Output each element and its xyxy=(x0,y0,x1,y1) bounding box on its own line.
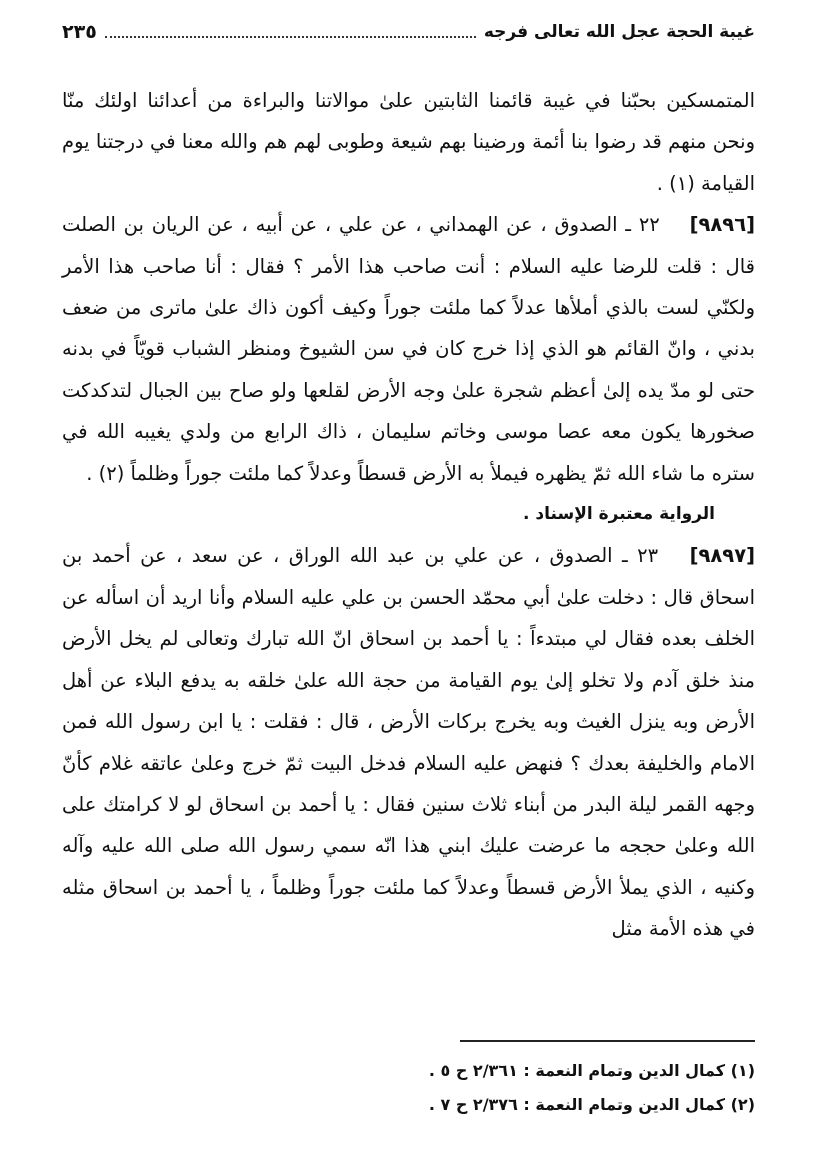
running-header xyxy=(62,14,755,50)
footnote-2: (٢) كمال الدين وتمام النعمة : ٢/٣٧٦ ح ٧ . xyxy=(428,1095,755,1114)
paragraph-text: ٢٢ ـ الصدوق ، عن الهمداني ، عن علي ، عن أبيه ، عن الريان بن الصلت قال : قلت للرضا عليه السلام : أنت صاحب هذا الأمر ؟ فقال : أنا صاحب هذا الأمر ولكنّي لست بالذي أملأها عدلاً كما ملئت جوراً وكيف أكون ذاك علىٰ ماترى من ضعف بدني ، وانّ القائم هو الذي إذا خرج كان في سن الشيوخ ومنظر الشباب قويّاً في بدنه حتى لو مدّ يده إلىٰ أعظم شجرة علىٰ وجه الأرض لقلعها ولو صاح بين الجبال لتدكدكت صخورها يكون معه عصا موسى وخاتم سليمان ، ذاك الرابع من ولدي يغيبه الله في ستره ما شاء الله ثمّ يظهره فيملأ به الأرض قسطاً وعدلاً كما ملئت جوراً وظلماً (٢) . xyxy=(62,213,755,485)
entry-number: [٩٨٩٦] xyxy=(689,213,756,237)
entry-number: [٩٨٩٧] xyxy=(689,544,756,568)
page-number: ٢٣٥ xyxy=(62,21,97,43)
note-text: الرواية معتبرة الإسناد . xyxy=(523,504,715,525)
footnotes xyxy=(62,1054,755,1122)
paragraph-continuation xyxy=(62,80,755,204)
header-leader-dots xyxy=(105,36,476,38)
body-text xyxy=(62,80,755,950)
footnote-divider xyxy=(460,1040,755,1042)
book-page xyxy=(62,14,755,1154)
header-title: غيبة الحجة عجل الله تعالى فرجه xyxy=(483,22,755,42)
hadith-entry-9896 xyxy=(62,204,755,494)
paragraph-text: ٢٣ ـ الصدوق ، عن علي بن عبد الله الوراق ، عن سعد ، عن أحمد بن اسحاق قال : دخلت علىٰ أبي محمّد الحسن بن علي عليه السلام وأنا اريد أن اسأله عن الخلف بعده فقال لي مبتدءاً : يا أحمد بن اسحاق انّ الله تبارك وتعالى لم يخل الأرض منذ خلق آدم ولا تخلو إلىٰ يوم القيامة من حجة الله علىٰ خلقه به يدفع البلاء عن أهل الأرض وبه ينزل الغيث وبه يخرج بركات الأرض ، قال : فقلت : يا ابن رسول الله فمن الامام والخليفة بعدك ؟ فنهض عليه السلام فدخل البيت ثمّ خرج وعلىٰ عاتقه غلام كأنّ وجهه القمر ليلة البدر من أبناء ثلاث سنين فقال : يا أحمد بن اسحاق لو لا كرامتك على الله وعلىٰ حججه ما عرضت عليك ابني هذا انّه سمي رسول الله صلى الله عليه وآله وكنيه ، الذي يملأ الأرض قسطاً وعدلاً كما ملئت جوراً وظلماً ، يا أحمد بن اسحاق مثله في هذه الأمة مثل xyxy=(62,544,755,941)
paragraph-text: المتمسكين بحبّنا في غيبة قائمنا الثابتين علىٰ موالاتنا والبراءة من أعدائنا اولئك منّا ونحن منهم قد رضوا بنا أئمة ورضينا بهم شيعة وطوبى لهم هم والله معنا في درجتنا يوم القيامة (١) . xyxy=(62,89,755,195)
footnote-1: (١) كمال الدين وتمام النعمة : ٢/٣٦١ ح ٥ . xyxy=(428,1061,755,1080)
narration-grade-note xyxy=(62,494,755,535)
hadith-entry-9897 xyxy=(62,535,755,949)
